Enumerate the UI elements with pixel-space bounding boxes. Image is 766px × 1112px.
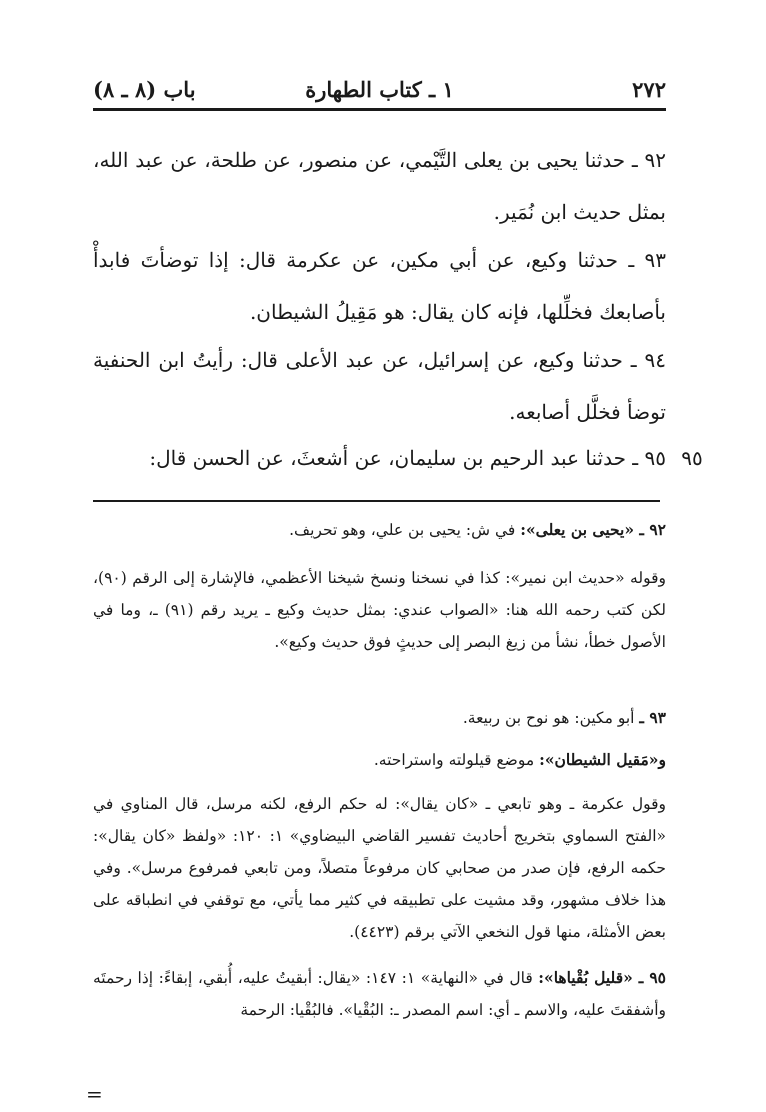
book-title: ١ ـ كتاب الطهارة xyxy=(305,76,454,102)
footnote-text: أبو مكين: هو نوح بن ربيعة. xyxy=(462,709,635,727)
hadith-number: ٩٤ ـ xyxy=(630,348,667,372)
footnote-93-ikrima xyxy=(93,788,666,948)
continuation-mark: = xyxy=(86,1082,103,1106)
header-rule xyxy=(93,108,666,111)
footnote-lead: و«مَقيل الشيطان»: xyxy=(539,750,666,769)
hadith-number: ٩٥ ـ xyxy=(632,446,666,470)
footnote-lead: ٩٣ ـ xyxy=(639,708,666,727)
footnote-92 xyxy=(93,514,666,546)
footnote-text: في ش: يحيى بن علي، وهو تحريف. xyxy=(289,521,516,539)
hadith-94 xyxy=(93,334,666,438)
footnote-92-note xyxy=(93,562,666,658)
hadith-95 xyxy=(93,432,666,484)
chapter-label: باب (٨ ـ ٨) xyxy=(93,76,196,102)
footnote-text: قال في «النهاية» ١: ١٤٧: «يقال: أبقيتُ عليه، أُبقي، إبقاءً: إذا رحمتَه وأشفقتَ عليه، والاسم ـ أي: اسم المصدر ـ: البُقْيا». فالبُقْيا: الرحمة xyxy=(93,969,666,1019)
footnote-lead: ٩٥ ـ «قليل بُقْياها»: xyxy=(538,968,666,987)
hadith-text: حدثنا وكيع، عن إسرائيل، عن عبد الأعلى قال: رأيتُ ابن الحنفية توضأ فخلَّل أصابعه. xyxy=(93,348,666,424)
hadith-93 xyxy=(93,234,666,338)
footnote-text: موضع قيلولته واستراحته. xyxy=(373,751,535,769)
footnote-lead: ٩٢ ـ «يحيى بن يعلى»: xyxy=(520,520,666,539)
hadith-number: ٩٣ ـ xyxy=(628,248,666,272)
footnote-93 xyxy=(93,702,666,734)
hadith-text: حدثنا يحيى بن يعلى التَّيْمي، عن منصور، عن طلحة، عن عبد الله، بمثل حديث ابن نُمَير. xyxy=(93,148,666,224)
footnote-text: وقوله «حديث ابن نمير»: كذا في نسخنا ونسخ شيخنا الأعظمي، فالإشارة إلى الرقم (٩٠)، لكن كتب رحمه الله هنا: «الصواب عندي: بمثل حديث وكيع ـ يريد رقم (٩١) ـ، وما في الأصول خطأ، نشأ من زيغ البصر إلى حديثٍ فوق حديث وكيع». xyxy=(93,569,666,651)
hadith-text: حدثنا عبد الرحيم بن سليمان، عن أشعثَ، عن الحسن قال: xyxy=(149,446,626,470)
footnote-93-maqil xyxy=(93,744,666,776)
hadith-number: ٩٢ ـ xyxy=(631,148,667,172)
footnote-text: وقول عكرمة ـ وهو تابعي ـ «كان يقال»: له حكم الرفع، لكنه مرسل، قال المناوي في «الفتح السماوي بتخريج أحاديث تفسير القاضي البيضاوي» ١: ١٢٠: «ولفظ «كان يقال»: حكمه الرفع، فإن صدر من صحابي كان مرفوعاً متصلاً، ومن تابعي فمرفوع مرسل». وفي هذا خلاف مشهور، وقد مشيت على تطبيقه في كثير مما يأتي، مع توقفي في انطباقه على بعض الأمثلة، منها قول النخعي الآتي برقم (٤٤٢٣). xyxy=(93,795,666,941)
footnote-rule xyxy=(93,500,660,502)
footnote-95 xyxy=(93,962,666,1026)
hadith-92 xyxy=(93,134,666,238)
hadith-text: حدثنا وكيع، عن أبي مكين، عن عكرمة قال: إذا توضأتَ فابدأْ بأصابعك فخلِّلها، فإنه كان يقال: هو مَقِيلُ الشيطان. xyxy=(93,248,666,324)
page-number: ٢٧٢ xyxy=(632,76,666,102)
running-header xyxy=(93,72,666,106)
margin-number: ٩٥ xyxy=(681,446,703,470)
